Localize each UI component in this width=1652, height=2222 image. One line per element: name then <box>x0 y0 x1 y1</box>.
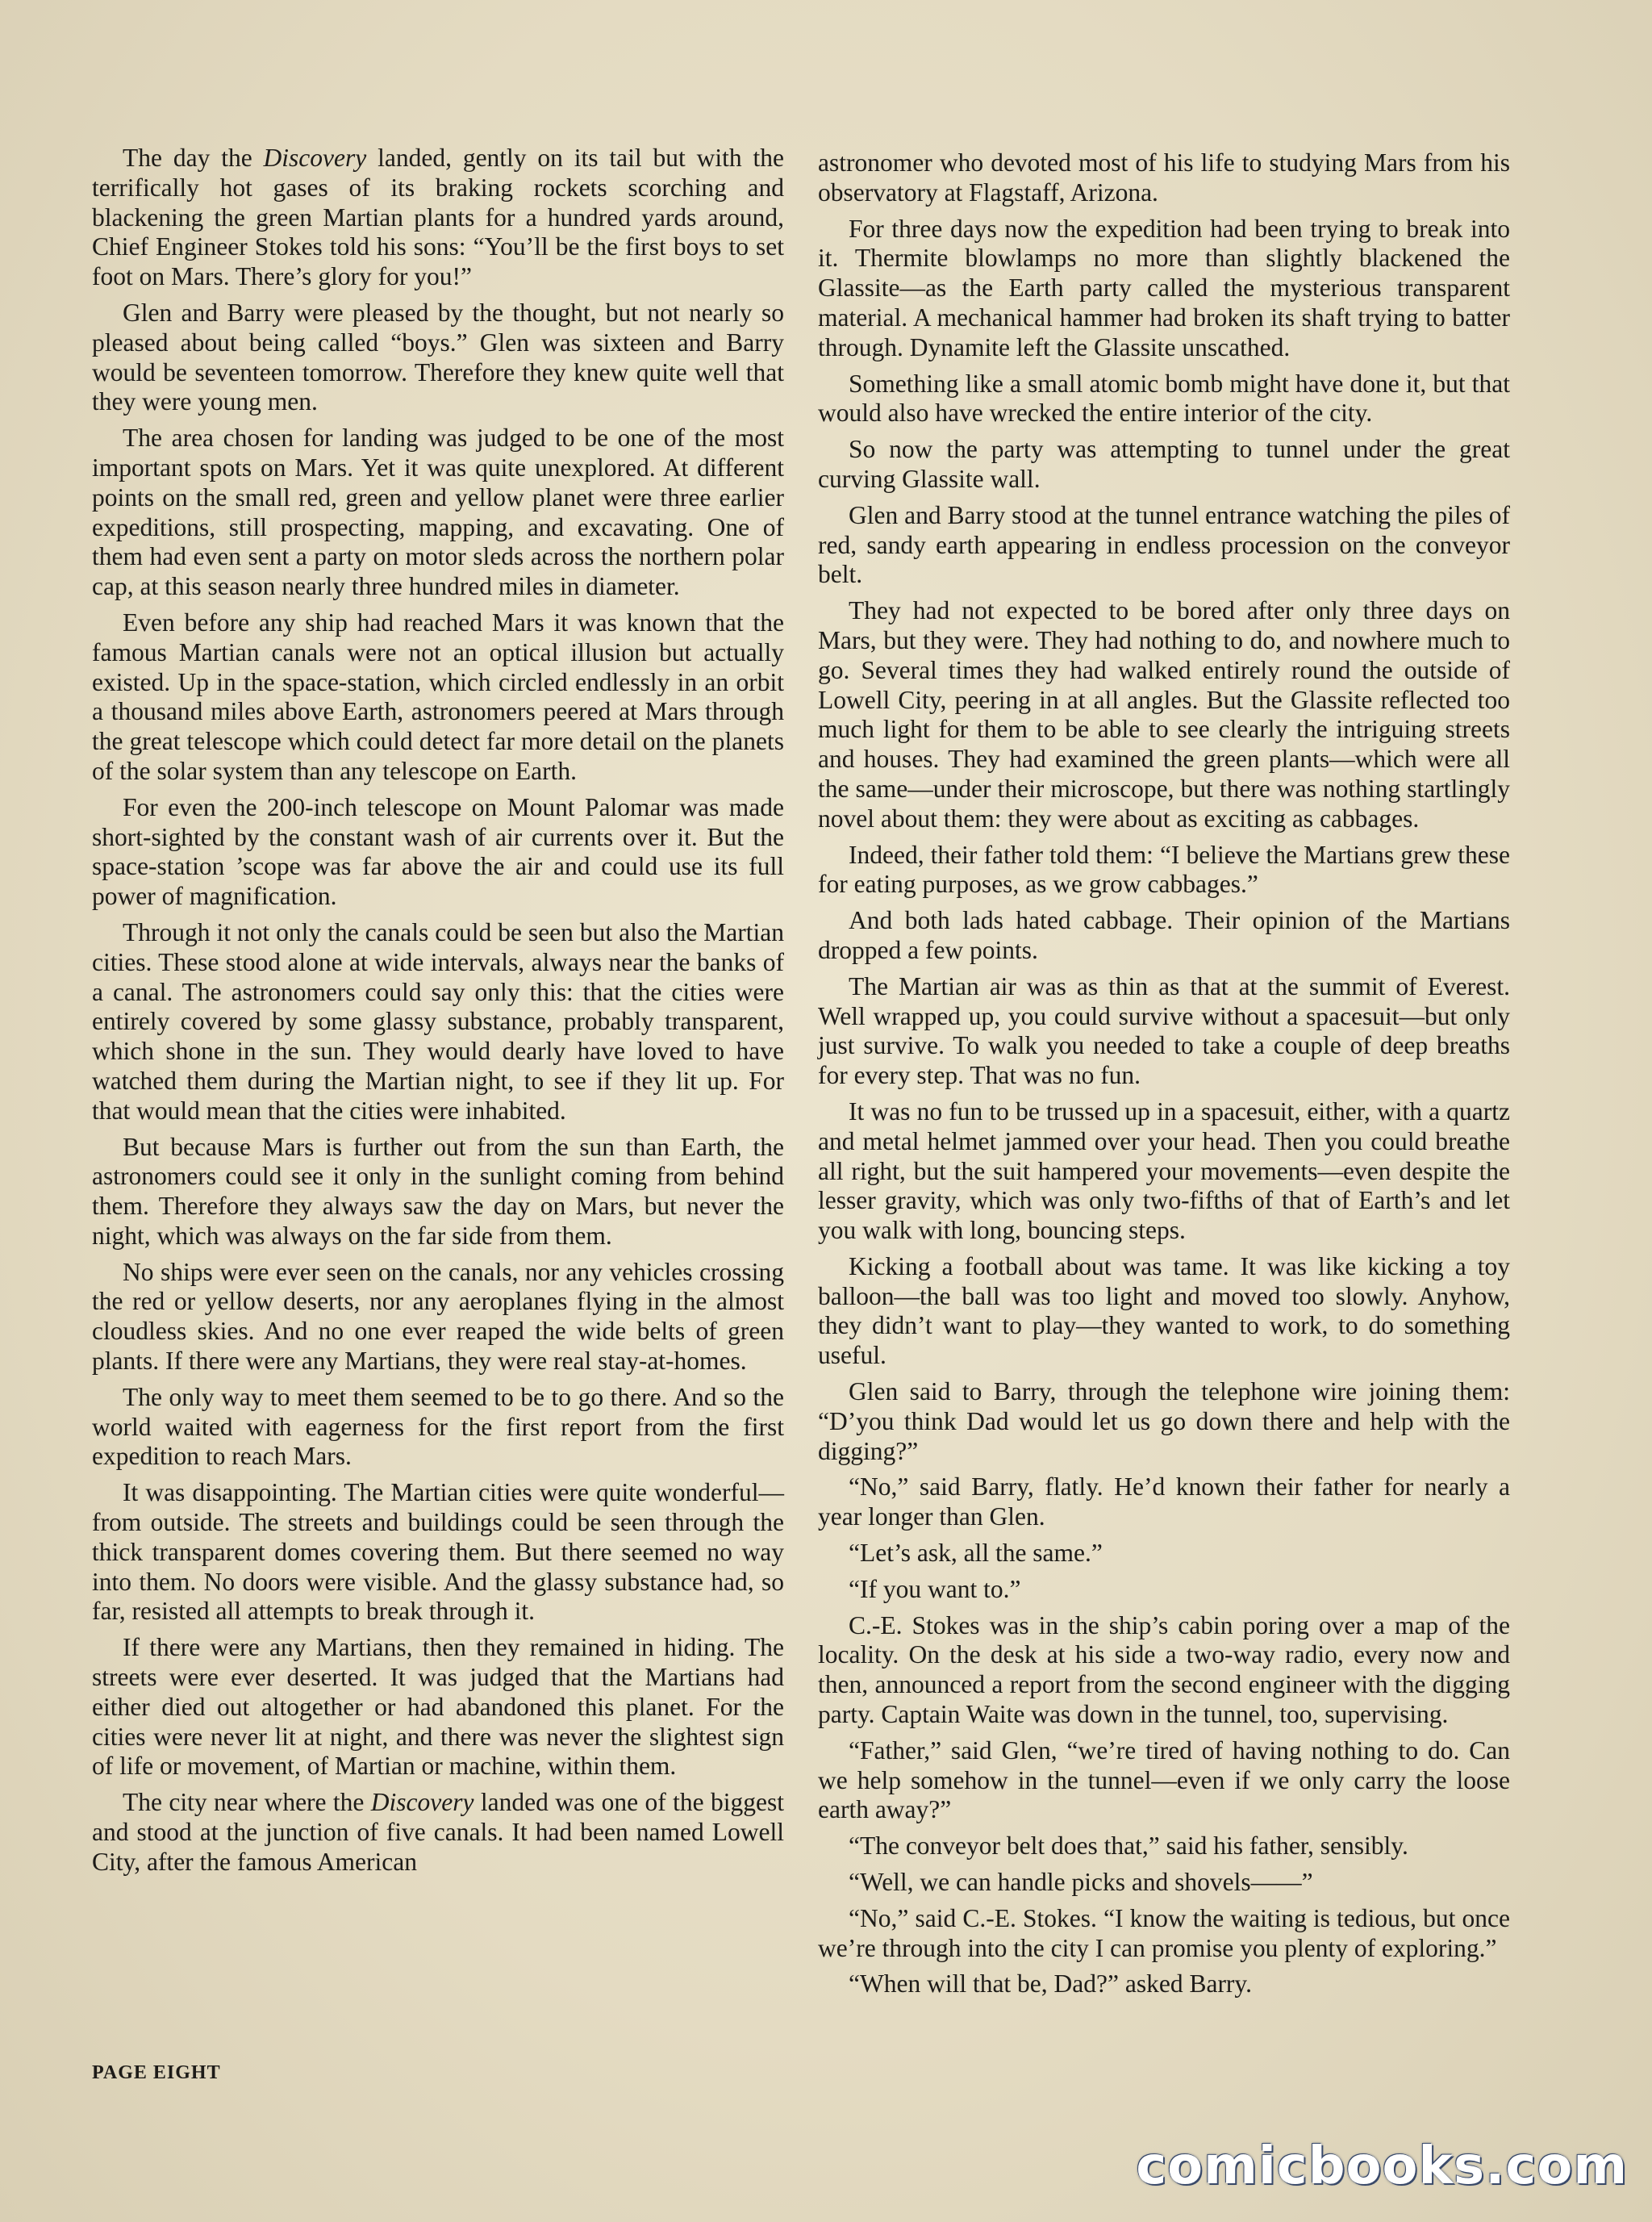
body-paragraph <box>92 144 784 292</box>
paragraph-text: “The conveyor belt does that,” said his father, sensibly. <box>849 1831 1408 1861</box>
body-paragraph <box>818 501 1510 590</box>
body-paragraph <box>818 1969 1510 1999</box>
body-paragraph <box>818 1736 1510 1825</box>
paragraph-text: “When will that be, Dad?” asked Barry. <box>849 1969 1253 1999</box>
body-paragraph <box>818 1097 1510 1246</box>
paragraph-text: Something like a small atomic bomb might have done it, but that would also have wrecked the entire interior of the city. <box>818 369 1510 428</box>
body-paragraph <box>92 1258 784 1376</box>
site-watermark: comicbooks.com <box>1136 2136 1628 2196</box>
paragraph-text: “Father,” said Glen, “we’re tired of having nothing to do. Can we help somehow in the tunnel—even if we only carry the loose earth away?” <box>818 1735 1510 1824</box>
paragraph-text: Indeed, their father told them: “I believe the Martians grew these for eating purposes, as we grow cabbages.” <box>818 840 1510 899</box>
paragraph-text: “No,” said C.-E. Stokes. “I know the waiting is tedious, but once we’re through into the city I can promise you plenty of exploring.” <box>818 1903 1510 1962</box>
body-paragraph <box>818 1904 1510 1964</box>
body-paragraph <box>818 1575 1510 1605</box>
paragraph-text: If there were any Martians, then they remained in hiding. The streets were ever deserted. It was judged that the Martians had either died out altogether or had abandoned this planet. For the cities were never lit at night, and there was never the slightest sign of life or movement, of Martian or machine, within them. <box>92 1633 784 1781</box>
paragraph-text: The day the <box>123 144 264 172</box>
paragraph-text: For three days now the expedition had been trying to break into it. Thermite blowlamps no more than slightly blackened the Glassite—as the Earth party called the mysterious transparent material. A mechanical hammer had broken its shaft trying to batter through. Dynamite left the Glassite unscathed. <box>818 214 1510 361</box>
paragraph-text: astronomer who devoted most of his life to studying Mars from his observatory at Flagstaff, Arizona. <box>818 148 1510 207</box>
paragraph-text: Glen and Barry stood at the tunnel entrance watching the piles of red, sandy earth appearing in endless procession on the conveyor belt. <box>818 500 1510 589</box>
body-paragraph <box>818 1377 1510 1466</box>
paragraph-text: Glen and Barry were pleased by the thought, but not nearly so pleased about being called “boys.” Glen was sixteen and Barry would be seventeen tomorrow. Therefore they knew quite well that they were young men. <box>92 298 784 416</box>
page-number-label: PAGE EIGHT <box>92 2062 221 2083</box>
body-paragraph <box>92 1133 784 1251</box>
body-paragraph <box>92 608 784 787</box>
body-paragraph <box>818 148 1510 208</box>
body-paragraph <box>92 1788 784 1877</box>
paragraph-text: “No,” said Barry, flatly. He’d known their father for nearly a year longer than Glen. <box>818 1472 1510 1531</box>
paragraph-text: “Well, we can handle picks and shovels——” <box>849 1868 1313 1897</box>
paragraph-text: It was no fun to be trussed up in a spacesuit, either, with a quartz and metal helmet jammed over your head. Then you could breathe all right, but the suit hampered your movements—even despite the lesser gravity, which was only two-fifths of that of Earth’s and let you walk with long, bouncing steps. <box>818 1096 1510 1245</box>
paragraph-text: They had not expected to be bored after only three days on Mars, but they were. They had nothing to do, and nowhere much to go. Several times they had walked entirely round the outside of Lowell City, peering in at all angles. But the Glassite reflected too much light for them to be able to see clearly the intriguing streets and houses. They had examined the green plants—which were all the same—under their microscope, but there was nothing startlingly novel about them: they were about as exciting as cabbages. <box>818 596 1510 833</box>
body-paragraph <box>818 972 1510 1091</box>
paragraph-text: The Martian air was as thin as that at the summit of Everest. Well wrapped up, you could survive without a spacesuit—but only just survive. To walk you needed to take a couple of deep breaths for every step. That was no fun. <box>818 971 1510 1090</box>
body-paragraph <box>818 596 1510 833</box>
body-paragraph <box>92 299 784 417</box>
paragraph-text: No ships were ever seen on the canals, nor any vehicles crossing the red or yellow deserts, nor any aeroplanes flying in the almost cloudless skies. And no one ever reaped the wide belts of green plants. If there were any Martians, they were real stay-at-homes. <box>92 1257 784 1376</box>
body-paragraph <box>818 435 1510 495</box>
paragraph-text: The area chosen for landing was judged to be one of the most important spots on Mars. Yet it was quite unexplored. At different points on the small red, green and yellow planet were three earlier expeditions, still prospecting, mapping, and excavating. One of them had even sent a party on motor sleds across the northern polar cap, at this season nearly three hundred miles in diameter. <box>92 424 784 601</box>
paragraph-text: Through it not only the canals could be seen but also the Martian cities. These stood alone at wide intervals, always near the banks of a canal. The astronomers could say only this: that the cities were entirely covered by some glassy substance, probably transparent, which shone in the sun. They would dearly have loved to have watched them during the Martian night, to see if they lit up. For that would mean that the cities were inhabited. <box>92 917 784 1125</box>
paragraph-text: So now the party was attempting to tunnel under the great curving Glassite wall. <box>818 435 1510 493</box>
ship-name: Discovery <box>370 1788 474 1817</box>
body-paragraph <box>92 918 784 1126</box>
paragraph-text: Glen said to Barry, through the telephone wire joining them: “D’you think Dad would let us go down there and help with the digging?” <box>818 1377 1510 1465</box>
paragraph-text: The city near where the <box>123 1788 371 1817</box>
body-paragraph <box>818 841 1510 900</box>
body-paragraph <box>818 215 1510 363</box>
paragraph-text: For even the 200-inch telescope on Mount Palomar was made short-sighted by the constant wash of air currents over it. But the space-station ’scope was far above the air and could use its full power of magnification. <box>92 792 784 911</box>
paragraph-text: “Let’s ask, all the same.” <box>849 1539 1103 1568</box>
body-paragraph <box>92 1633 784 1781</box>
body-paragraph <box>92 793 784 912</box>
paragraph-text: And both lads hated cabbage. Their opinion of the Martians dropped a few points. <box>818 906 1510 964</box>
body-paragraph <box>92 1478 784 1627</box>
paragraph-text: “If you want to.” <box>849 1574 1021 1603</box>
body-paragraph <box>818 1252 1510 1371</box>
right-text-column <box>818 148 1510 2006</box>
body-paragraph <box>818 1539 1510 1568</box>
paragraph-text: landed, gently on its tail but with the terrifically hot gases of its braking rockets scorching and blackening the green Martian plants for a hundred yards around, Chief Engineer Stokes told his sons: “You’ll be the first boys to set foot on Mars. There’s glory for you!” <box>92 144 785 291</box>
body-paragraph <box>818 1831 1510 1861</box>
paragraph-text: Even before any ship had reached Mars it was known that the famous Martian canals were not an optical illusion but actually existed. Up in the space-station, which circled endlessly in an orbit a thousand miles above Earth, astronomers peered at Mars through the great telescope which could detect far more detail on the planets of the solar system than any telescope on Earth. <box>92 608 784 785</box>
left-text-column <box>92 144 784 1884</box>
body-paragraph <box>818 906 1510 966</box>
paragraph-text: It was disappointing. The Martian cities were quite wonderful—from outside. The streets and buildings could be seen through the thick transparent domes covering them. But there seemed no way into them. No doors were visible. And the glassy substance had, so far, resisted all attempts to break through it. <box>92 1478 784 1626</box>
paragraph-text: Kicking a football about was tame. It was like kicking a toy balloon—the ball was too light and moved too slowly. Anyhow, they didn’t want to play—they wanted to work, to do something useful. <box>818 1251 1510 1370</box>
paragraph-text: landed was one of the biggest and stood at the junction of five canals. It had been named Lowell City, after the famous American <box>92 1788 784 1876</box>
body-paragraph <box>818 1868 1510 1898</box>
body-paragraph <box>92 424 784 602</box>
paragraph-text: The only way to meet them seemed to be to go there. And so the world waited with eagerness for the first report from the first expedition to reach Mars. <box>92 1382 784 1471</box>
ship-name: Discovery <box>263 144 367 172</box>
paragraph-text: But because Mars is further out from the sun than Earth, the astronomers could see it only in the sunlight coming from behind them. Therefore they always saw the day on Mars, but never the night, which was always on the far side from them. <box>92 1132 784 1250</box>
body-paragraph <box>818 1472 1510 1532</box>
body-paragraph <box>818 370 1510 429</box>
body-paragraph <box>92 1383 784 1472</box>
paragraph-text: C.-E. Stokes was in the ship’s cabin poring over a map of the locality. On the desk at his side a two-way radio, every now and then, announced a report from the second engineer with the digging party. Captain Waite was down in the tunnel, too, supervising. <box>818 1610 1510 1729</box>
body-paragraph <box>818 1611 1510 1730</box>
